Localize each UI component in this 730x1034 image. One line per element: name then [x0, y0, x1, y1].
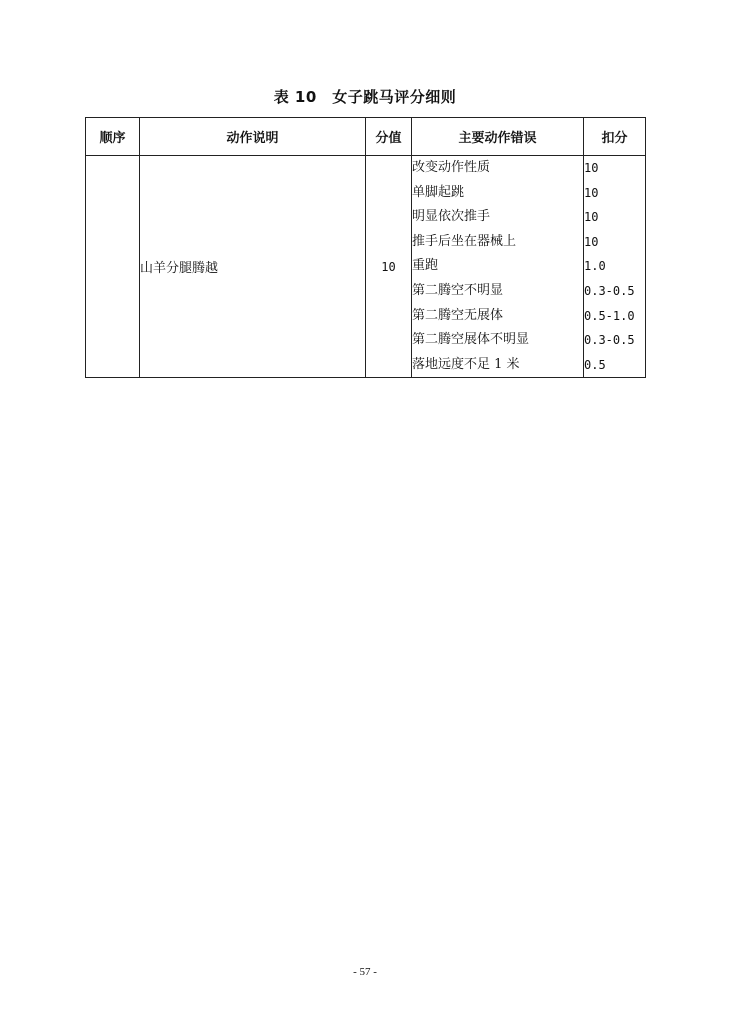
header-errors: 主要动作错误 [412, 118, 584, 156]
cell-description: 山羊分腿腾越 [140, 156, 366, 378]
deduction-item: 0.3-0.5 [584, 333, 635, 348]
header-deduction: 扣分 [584, 118, 646, 156]
deduction-item: 10 [584, 161, 599, 175]
error-item: 明显依次推手 [412, 209, 491, 225]
error-item: 改变动作性质 [412, 160, 491, 175]
header-order: 顺序 [86, 118, 140, 156]
deduction-item: 10 [584, 234, 599, 249]
error-item: 第二腾空展体不明显 [412, 332, 530, 348]
deduction-item: 10 [584, 185, 599, 200]
error-item: 落地远度不足 1 米 [412, 356, 520, 372]
error-item: 重跑 [412, 258, 439, 274]
deduction-item: 0.5-1.0 [584, 308, 635, 323]
error-item: 第二腾空无展体 [412, 307, 504, 323]
header-description: 动作说明 [140, 118, 366, 156]
error-item: 推手后坐在器械上 [412, 233, 517, 249]
header-score: 分值 [366, 118, 412, 156]
deduction-item: 0.5 [584, 357, 606, 372]
scoring-table [85, 117, 646, 378]
table-row [86, 156, 646, 378]
cell-order [86, 156, 140, 378]
deduction-item: 10 [584, 210, 599, 225]
deduction-item: 0.3-0.5 [584, 283, 635, 298]
cell-deductions [584, 156, 646, 378]
table-header-row [86, 118, 646, 156]
page-number: - 57 - [353, 966, 377, 978]
cell-errors [412, 156, 584, 378]
error-item: 单脚起跳 [412, 184, 465, 200]
table-title: 表 10 女子跳马评分细则 [273, 88, 457, 106]
cell-score: 10 [366, 156, 412, 378]
error-item: 第二腾空不明显 [412, 282, 504, 298]
deduction-item: 1.0 [584, 259, 606, 274]
